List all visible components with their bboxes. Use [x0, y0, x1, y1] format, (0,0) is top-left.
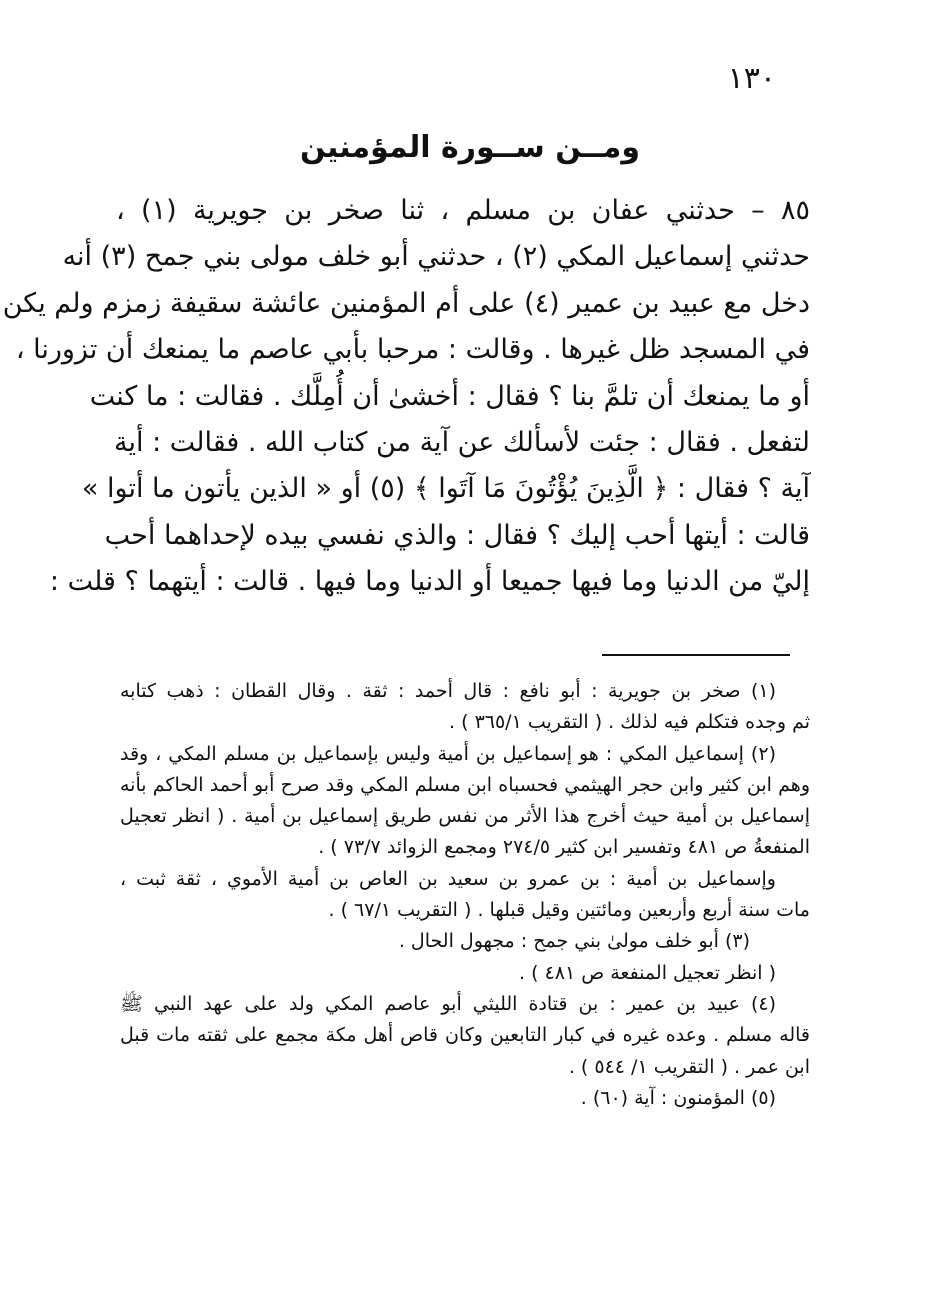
body-line: دخل مع عبيد بن عمير (٤) على أم المؤمنين عائشة سقيفة زمزم ولم يكن [2, 287, 810, 319]
footnote-separator [602, 654, 790, 656]
footnote-line: (٤) عبيد بن عمير : بن قتادة الليثي أبو عاصم المكي ولد على عهد النبي ﷺ [120, 992, 776, 1015]
body-line: قالت : أيتها أحب إليك ؟ فقال : والذي نفسي بيده لإحداهما أحب [104, 519, 810, 551]
main-text [2, 188, 810, 606]
footnote-line: وإسماعيل بن أمية : بن عمرو بن سعيد بن العاص بن أمية الأموي ، ثقة ثبت ، [120, 867, 776, 890]
footnote-line: ثم وجده فتكلم فيه لذلك . ( التقريب ٣٦٥/١ ) . [449, 711, 810, 734]
chapter-title: ومــن ســورة المؤمنين [300, 130, 640, 165]
footnote-line: (٣) أبو خلف مولىٰ بني جمح : مجهول الحال . [398, 930, 750, 953]
body-line: إليّ من الدنيا وما فيها جميعا أو الدنيا وما فيها . قالت : أيتهما ؟ قلت : [49, 566, 810, 598]
body-line: أو ما يمنعك أن تلمَّ بنا ؟ فقال : أخشىٰ أن أُمِلَّك . فقالت : ما كنت [89, 380, 810, 412]
footnote-line: ( انظر تعجيل المنفعة ص ٤٨١ ) . [519, 961, 776, 984]
footnotes [120, 676, 810, 1114]
footnote-line: المنفعةُ ص ٤٨١ وتفسير ابن كثير ٢٧٤/٥ ومجمع الزوائد ٧٣/٧ ) . [318, 836, 810, 859]
footnote-line: (٢) إسماعيل المكي : هو إسماعيل بن أمية وليس بإسماعيل بن مسلم المكي ، وقد [120, 742, 776, 765]
footnote-line: قاله مسلم . وعده غيره في كبار التابعين وكان قاص أهل مكة مجمع على ثقته مات قبل [120, 1024, 810, 1047]
body-line: آية ؟ فقال : ﴿ الَّذِينَ يُؤْتُونَ مَا آتَوا ﴾ (٥) أو « الذين يأتون ما أتوا » [81, 473, 810, 505]
body-line: ٨٥ – حدثني عفان بن مسلم ، ثنا صخر بن جويرية (١) ، [116, 195, 810, 226]
footnote-line: (١) صخر بن جويرية : أبو نافع : قال أحمد : ثقة . وقال القطان : ذهب كتابه [120, 680, 776, 702]
body-line: في المسجد ظل غيرها . وقالت : مرحبا بأبي عاصم ما يمنعك أن تزورنا ، [15, 334, 810, 366]
body-line: لتفعل . فقال : جئت لأسألك عن آية من كتاب الله . فقالت : أية [114, 426, 810, 458]
footnote-line: وهم ابن كثير وابن حجر الهيثمي فحسباه ابن مسلم المكي وقد صرح أبو أحمد الحاكم بأنه [120, 773, 810, 796]
body-line: حدثني إسماعيل المكي (٢) ، حدثني أبو خلف مولى بني جمح (٣) أنه [62, 241, 810, 273]
footnote-line: (٥) المؤمنون : آية (٦٠) . [580, 1086, 776, 1109]
footnote-line: مات سنة أربع وأربعين ومائتين وقيل قبلها . ( التقريب ٦٧/١ ) . [328, 899, 810, 922]
footnote-line: ابن عمر . ( التقريب ١/ ٥٤٤ ) . [568, 1055, 810, 1078]
page-number: ١٣٠ [727, 61, 776, 96]
footnote-line: إسماعيل بن أمية حيث أخرج هذا الأثر من نفس طريق إسماعيل بن أمية . ( انظر تعجيل [120, 805, 810, 828]
